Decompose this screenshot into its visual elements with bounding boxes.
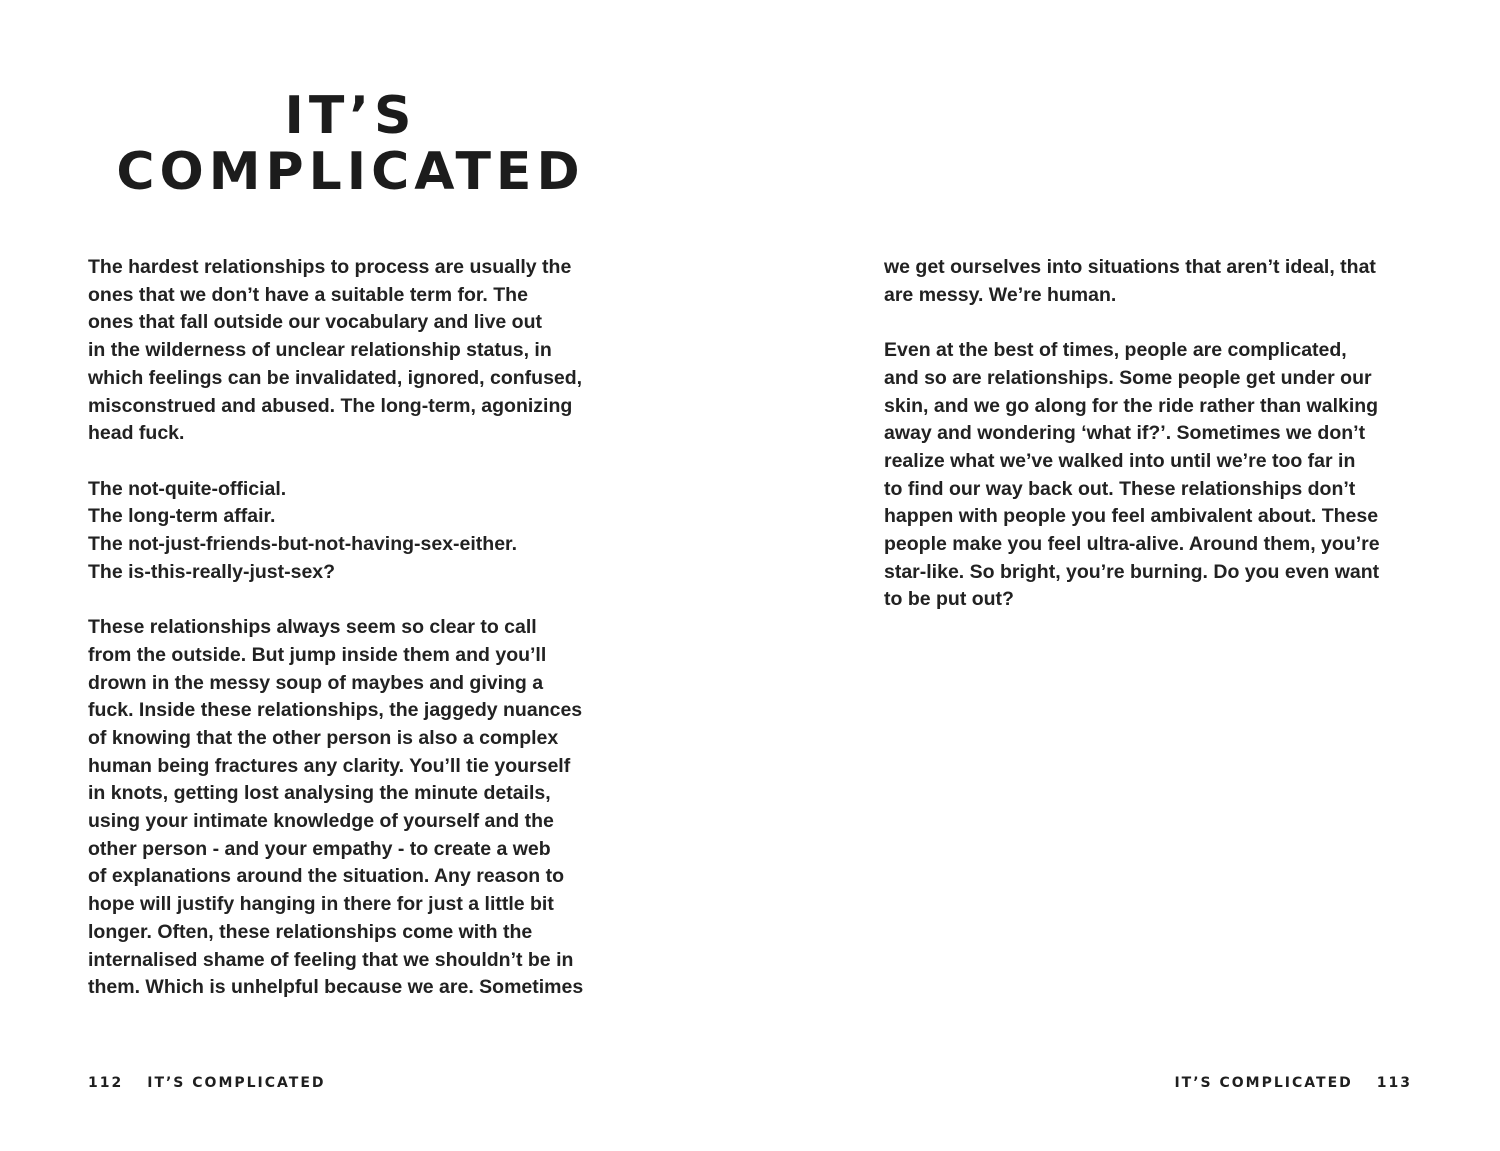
right-page <box>750 0 1500 1151</box>
text-line: The hardest relationships to process are usually the <box>88 256 572 278</box>
text-line: and so are relationships. Some people get under our <box>884 366 1372 389</box>
chapter-title <box>88 88 613 200</box>
chapter-title-line-1: IT’S <box>284 86 417 146</box>
right-folio <box>1174 1075 1412 1091</box>
text-line: in the wilderness of unclear relationship status, in <box>88 339 552 362</box>
text-line: The is-this-really-just-sex? <box>88 560 336 583</box>
text-line: The long-term affair. <box>88 505 276 528</box>
text-line: human being fractures any clarity. You’ll tie yourself <box>88 754 571 777</box>
text-line: of knowing that the other person is also a complex <box>88 726 559 749</box>
left-body-text <box>88 254 618 1002</box>
text-line: star-like. So bright, you’re burning. Do you even want <box>884 560 1380 583</box>
running-head: IT’S COMPLICATED <box>1174 1075 1353 1091</box>
paragraph <box>884 254 1419 309</box>
right-body-text <box>884 254 1419 614</box>
text-line: skin, and we go along for the ride rather than walking <box>884 394 1379 417</box>
chapter-title-line-2: COMPLICATED <box>116 142 585 202</box>
text-line: which feelings can be invalidated, ignored, confused, <box>88 366 583 389</box>
text-line: other person - and your empathy - to create a web <box>88 837 551 860</box>
text-line: misconstrued and abused. The long-term, agonizing <box>88 394 573 417</box>
text-line: from the outside. But jump inside them and you’ll <box>88 643 547 666</box>
paragraph <box>88 476 618 587</box>
text-line: fuck. Inside these relationships, the jaggedy nuances <box>88 699 583 722</box>
text-line: head fuck. <box>88 422 185 445</box>
text-line: internalised shame of feeling that we shouldn’t be in <box>88 948 574 971</box>
text-line: hope will justify hanging in there for just a little bit <box>88 893 554 916</box>
text-line: in knots, getting lost analysing the minute details, <box>88 782 551 805</box>
text-line: them. Which is unhelpful because we are. Sometimes <box>88 976 584 999</box>
text-line: realize what we’ve walked into until we’re too far in <box>884 449 1356 472</box>
running-head: IT’S COMPLICATED <box>147 1075 326 1091</box>
page-number: 113 <box>1376 1075 1412 1091</box>
text-line: The not-just-friends-but-not-having-sex-either. <box>88 533 517 556</box>
text-line: of explanations around the situation. Any reason to <box>88 865 564 888</box>
text-line: happen with people you feel ambivalent about. These <box>884 505 1379 528</box>
text-line: longer. Often, these relationships come with the <box>88 920 533 943</box>
text-line: away and wondering ‘what if?’. Sometimes we don’t <box>884 422 1366 445</box>
text-line: Even at the best of times, people are complicated, <box>884 339 1347 362</box>
text-line: to find our way back out. These relationships don’t <box>884 477 1356 500</box>
text-line: using your intimate knowledge of yourself and the <box>88 810 554 833</box>
left-folio <box>88 1075 326 1091</box>
text-line: drown in the messy soup of maybes and giving a <box>88 671 544 694</box>
paragraph <box>884 337 1419 614</box>
text-line: people make you feel ultra-alive. Around them, you’re <box>884 533 1380 556</box>
text-line: to be put out? <box>884 588 1014 611</box>
text-line: ones that we don’t have a suitable term for. The <box>88 283 528 306</box>
text-line: The not-quite-official. <box>88 477 287 500</box>
text-line: ones that fall outside our vocabulary and live out <box>88 311 542 334</box>
paragraph <box>88 614 618 1002</box>
text-line: These relationships always seem so clear to call <box>88 616 537 639</box>
page-number: 112 <box>88 1075 124 1091</box>
paragraph <box>88 254 618 448</box>
text-line: are messy. We’re human. <box>884 283 1117 306</box>
text-line: we get ourselves into situations that aren’t ideal, that <box>884 256 1376 278</box>
